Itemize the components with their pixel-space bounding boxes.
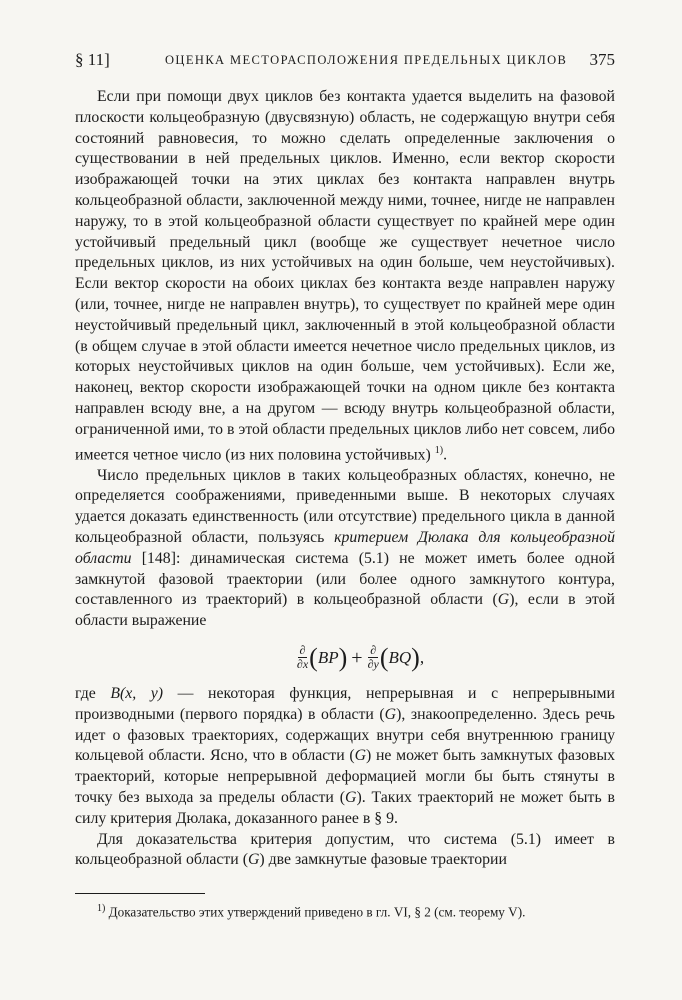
left-paren: (	[379, 642, 389, 672]
paragraph-2	[75, 466, 615, 632]
formula-term-bp: BP	[317, 647, 339, 667]
paragraph-4	[75, 830, 615, 872]
fraction-numerator: ∂	[370, 643, 377, 658]
plus-sign: +	[351, 646, 363, 669]
footnote	[75, 900, 615, 921]
partial-x-fraction	[297, 644, 308, 671]
divergence-formula	[75, 632, 615, 684]
paragraph-2-part-1: Число предельных циклов в таких кольцеобразных областях, конечно, не определяется соображениями, приведенными выше. В некоторых случаях удается доказать единственность (или отсутствие) предельного цикла в данной кольцеобразной области, пользуясь	[75, 466, 615, 546]
region-g: G	[247, 851, 260, 869]
running-header	[75, 50, 615, 76]
formula-comma: ,	[419, 647, 425, 667]
partial-y-fraction	[368, 644, 379, 671]
body-text	[75, 87, 615, 871]
section-marker: § 11]	[75, 50, 110, 69]
paragraph-3-part-3: ) не может быть замкнутых фазовых траекторий, которые непрерывной деформацией могли бы быть стянуты в точку без выхода за пределы области (	[75, 747, 615, 806]
paragraph-3	[75, 684, 615, 830]
paragraph-1	[75, 87, 615, 466]
paragraph-2-part-3: ), если в этой области выражение	[75, 591, 615, 630]
paragraph-2-part-2: [148]: динамическая система (5.1) не может иметь более одной замкнутой фазовой траектории (или более одного замкнутого контура, составленного из траекторий) в кольцеобразной области (	[75, 549, 615, 609]
paragraph-4-part-1: Для доказательства критерия допустим, что система (5.1) имеет в кольцеобразной области (	[75, 830, 615, 869]
region-g: G	[345, 788, 357, 806]
function-b: B(x, y)	[110, 684, 164, 702]
fraction-denominator: ∂x	[296, 657, 309, 672]
paragraph-1-end: .	[443, 445, 448, 463]
paragraph-3-part-2: ), знакоопределенно. Здесь речь идет о фазовых траекториях, содержащих внутри себя внутреннюю границу кольцевой области. Ясно, что в области (	[75, 705, 615, 765]
paragraph-3-lead: где	[75, 684, 96, 702]
region-g: G	[384, 705, 397, 723]
left-paren: (	[309, 642, 318, 672]
paragraph-4-part-2: ) две замкнутые фазовые траектории	[259, 851, 507, 869]
paragraph-1-text: Если при помощи двух циклов без контакта удается выделить на фазовой плоскости кольцеобразную (двусвязную) область, не содержащую внутри себя состояний равновесия, то можно сделать определенные заключения о существовании в ней предельных циклов. Именно, если вектор скорости изображающей точки на этих циклах без контакта направлен внутрь кольцеобразной области, заключенной между ними, точнее, нигде не направлен наружу, то в этой кольцеобразной области существует по крайней мере один устойчивый предельный цикл (вообще же существует нечетное число предельных циклов, из них устойчивых на один больше, чем неустойчивых). Если вектор скорости на обоих циклах без контакта везде направлен наружу (или, точнее, нигде не направлен внутрь), то существует по крайней мере один неустойчивый предельный цикл, заключенный в этой кольцеобразной области (в общем случае в этой области имеется нечетное число предельных циклов, из которых неустойчивых циклов на один больше, чем устойчивых). Если же, наконец, вектор скорости изображающей точки на одном цикле без контакта направлен всюду вне, а на другом — всюду внутрь кольцеобразной области, ограниченной ими, то в этой области предельных циклов либо нет совсем, либо имеется четное число (из них половина устойчивых)	[75, 88, 615, 463]
page-number: 375	[589, 50, 615, 69]
footnote-mark: 1)	[97, 903, 106, 914]
footnote-divider	[75, 893, 205, 894]
fraction-denominator: ∂y	[367, 657, 379, 672]
dulac-criterion-term: критерием Дюлака для кольцеобразной области	[75, 529, 615, 567]
formula-term-bq: BQ	[388, 647, 412, 667]
fraction-numerator: ∂	[299, 643, 306, 658]
footnote-reference: 1)	[434, 444, 444, 456]
region-g: G	[497, 591, 510, 609]
running-title: ОЦЕНКА МЕСТОРАСПОЛОЖЕНИЯ ПРЕДЕЛЬНЫХ ЦИКЛОВ	[165, 53, 568, 67]
right-paren: )	[338, 642, 348, 672]
paragraph-3-part-4: ). Таких траекторий не может быть в силу критерия Дюлака, доказанного ранее в § 9.	[75, 788, 616, 827]
region-g: G	[354, 747, 367, 765]
right-paren: )	[411, 642, 420, 672]
paragraph-3-part-1: — некоторая функция, непрерывная и с непрерывными производными (первого порядка) в области (	[75, 684, 615, 723]
footnote-text: Доказательство этих утверждений приведено в гл. VI, § 2 (см. теорему V).	[108, 904, 526, 920]
